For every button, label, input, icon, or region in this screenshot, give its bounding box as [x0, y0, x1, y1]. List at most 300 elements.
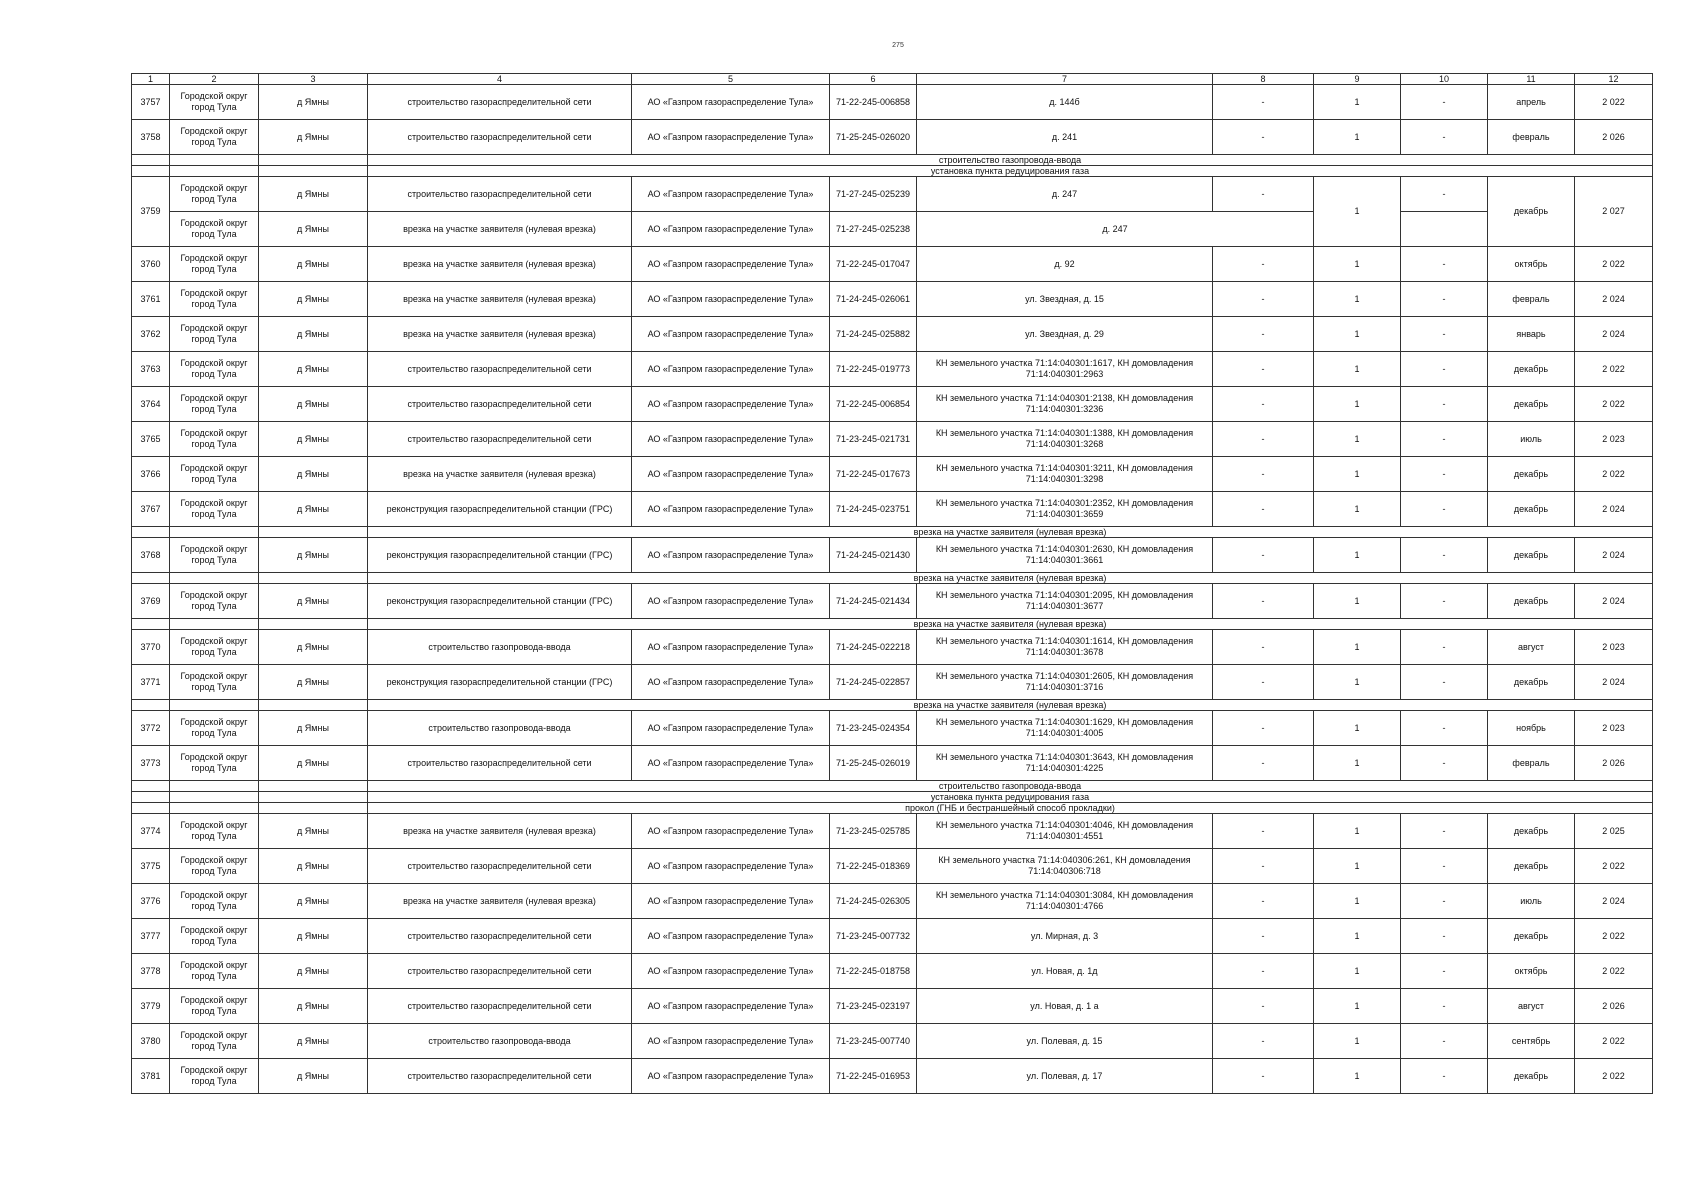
organization-cell: АО «Газпром газораспределение Тула»: [632, 352, 830, 387]
organization-cell: АО «Газпром газораспределение Тула»: [632, 1024, 830, 1059]
code-cell: 71-24-245-023751: [830, 492, 917, 527]
column-9-cell: 1: [1314, 630, 1401, 665]
district-cell: Городской округ город Тула: [170, 1024, 259, 1059]
organization-cell: АО «Газпром газораспределение Тула»: [632, 1059, 830, 1094]
work-type-cell: реконструкция газораспределительной станции (ГРС): [368, 492, 632, 527]
district-cell: Городской округ город Тула: [170, 665, 259, 700]
sub-work-text: врезка на участке заявителя (нулевая врезка): [368, 527, 1653, 538]
column-10-cell: -: [1401, 247, 1488, 282]
year-cell: 2 025: [1575, 814, 1653, 849]
row-number-cell: 3758: [132, 120, 170, 155]
month-cell: сентябрь: [1488, 1024, 1575, 1059]
row-number-cell: 3762: [132, 317, 170, 352]
table-row: [132, 492, 1653, 527]
column-10-cell: -: [1401, 422, 1488, 457]
organization-cell: АО «Газпром газораспределение Тула»: [632, 120, 830, 155]
empty-cell: [170, 166, 259, 177]
year-cell: 2 024: [1575, 665, 1653, 700]
object-cell: КН земельного участка 71:14:040301:1614, КН домовладения 71:14:040301:3678: [917, 630, 1213, 665]
organization-cell: АО «Газпром газораспределение Тула»: [632, 422, 830, 457]
organization-cell: АО «Газпром газораспределение Тула»: [632, 457, 830, 492]
work-type-cell: врезка на участке заявителя (нулевая врезка): [368, 282, 632, 317]
object-cell: КН земельного участка 71:14:040301:1388, КН домовладения 71:14:040301:3268: [917, 422, 1213, 457]
locality-cell: д Ямны: [259, 85, 368, 120]
column-9-cell: 1: [1314, 177, 1401, 247]
object-cell: д. 92: [917, 247, 1213, 282]
column-8-cell: -: [1213, 814, 1314, 849]
column-8-cell: -: [1213, 352, 1314, 387]
year-cell: 2 026: [1575, 746, 1653, 781]
table-row: [132, 711, 1653, 746]
column-9-cell: 1: [1314, 1024, 1401, 1059]
code-cell: 71-23-245-007740: [830, 1024, 917, 1059]
year-cell: 2 022: [1575, 352, 1653, 387]
work-type-cell: врезка на участке заявителя (нулевая врезка): [368, 814, 632, 849]
column-header: 12: [1575, 74, 1653, 85]
row-number-cell: 3760: [132, 247, 170, 282]
page-number: 275: [892, 42, 904, 49]
district-cell: Городской округ город Тула: [170, 422, 259, 457]
table-row: [132, 387, 1653, 422]
district-cell: Городской округ город Тула: [170, 711, 259, 746]
district-cell: Городской округ город Тула: [170, 954, 259, 989]
work-type-cell: врезка на участке заявителя (нулевая врезка): [368, 457, 632, 492]
work-type-cell: реконструкция газораспределительной станции (ГРС): [368, 584, 632, 619]
year-cell: 2 024: [1575, 884, 1653, 919]
organization-cell: АО «Газпром газораспределение Тула»: [632, 630, 830, 665]
district-cell: Городской округ город Тула: [170, 746, 259, 781]
row-number-cell: 3774: [132, 814, 170, 849]
organization-cell: АО «Газпром газораспределение Тула»: [632, 711, 830, 746]
column-9-cell: 1: [1314, 457, 1401, 492]
column-8-cell: -: [1213, 492, 1314, 527]
object-cell: КН земельного участка 71:14:040301:4046, КН домовладения 71:14:040301:4551: [917, 814, 1213, 849]
table-row: [132, 630, 1653, 665]
month-cell: июль: [1488, 422, 1575, 457]
month-cell: февраль: [1488, 120, 1575, 155]
empty-cell: [259, 781, 368, 792]
locality-cell: д Ямны: [259, 212, 368, 247]
column-10-cell: -: [1401, 954, 1488, 989]
object-cell: ул. Звездная, д. 29: [917, 317, 1213, 352]
year-cell: 2 022: [1575, 387, 1653, 422]
month-cell: декабрь: [1488, 665, 1575, 700]
column-10-cell: -: [1401, 492, 1488, 527]
table-row: [132, 665, 1653, 700]
code-cell: 71-24-245-025882: [830, 317, 917, 352]
column-9-cell: 1: [1314, 746, 1401, 781]
organization-cell: АО «Газпром газораспределение Тула»: [632, 85, 830, 120]
work-type-cell: строительство газораспределительной сети: [368, 746, 632, 781]
district-cell: Городской округ город Тула: [170, 317, 259, 352]
district-cell: Городской округ город Тула: [170, 120, 259, 155]
year-cell: 2 026: [1575, 120, 1653, 155]
year-cell: 2 022: [1575, 1059, 1653, 1094]
organization-cell: АО «Газпром газораспределение Тула»: [632, 247, 830, 282]
code-cell: 71-23-245-021731: [830, 422, 917, 457]
column-10-cell: -: [1401, 630, 1488, 665]
column-8-cell: -: [1213, 711, 1314, 746]
work-type-cell: строительство газораспределительной сети: [368, 177, 632, 212]
row-number-cell: 3769: [132, 584, 170, 619]
empty-cell: [259, 573, 368, 584]
district-cell: Городской округ город Тула: [170, 282, 259, 317]
organization-cell: АО «Газпром газораспределение Тула»: [632, 177, 830, 212]
row-number-cell: 3773: [132, 746, 170, 781]
row-number-cell: 3764: [132, 387, 170, 422]
column-8-cell: -: [1213, 120, 1314, 155]
code-cell: 71-24-245-021430: [830, 538, 917, 573]
column-8-cell: -: [1213, 177, 1314, 212]
district-cell: Городской округ город Тула: [170, 538, 259, 573]
sub-work-row: [132, 573, 1653, 584]
locality-cell: д Ямны: [259, 538, 368, 573]
year-cell: 2 022: [1575, 919, 1653, 954]
empty-cell: [259, 803, 368, 814]
work-type-cell: строительство газораспределительной сети: [368, 849, 632, 884]
row-number-cell: 3771: [132, 665, 170, 700]
table-row: [132, 1024, 1653, 1059]
year-cell: 2 024: [1575, 538, 1653, 573]
year-cell: 2 024: [1575, 282, 1653, 317]
object-cell: ул. Новая, д. 1д: [917, 954, 1213, 989]
work-type-cell: строительство газопровода-ввода: [368, 1024, 632, 1059]
column-8-cell: -: [1213, 919, 1314, 954]
object-cell: д. 247: [917, 212, 1314, 247]
organization-cell: АО «Газпром газораспределение Тула»: [632, 317, 830, 352]
column-8-cell: -: [1213, 1024, 1314, 1059]
column-9-cell: 1: [1314, 85, 1401, 120]
column-10-cell: -: [1401, 120, 1488, 155]
object-cell: КН земельного участка 71:14:040301:2605, КН домовладения 71:14:040301:3716: [917, 665, 1213, 700]
column-header: 8: [1213, 74, 1314, 85]
locality-cell: д Ямны: [259, 884, 368, 919]
organization-cell: АО «Газпром газораспределение Тула»: [632, 919, 830, 954]
column-9-cell: 1: [1314, 422, 1401, 457]
code-cell: 71-24-245-022857: [830, 665, 917, 700]
table-row: [132, 282, 1653, 317]
column-10-cell: -: [1401, 317, 1488, 352]
year-cell: 2 023: [1575, 422, 1653, 457]
column-8-cell: -: [1213, 282, 1314, 317]
sub-work-text: врезка на участке заявителя (нулевая врезка): [368, 619, 1653, 630]
empty-cell: [170, 573, 259, 584]
row-number-cell: 3770: [132, 630, 170, 665]
locality-cell: д Ямны: [259, 989, 368, 1024]
object-cell: КН земельного участка 71:14:040301:2630, КН домовладения 71:14:040301:3661: [917, 538, 1213, 573]
table-row: [132, 538, 1653, 573]
locality-cell: д Ямны: [259, 814, 368, 849]
locality-cell: д Ямны: [259, 422, 368, 457]
column-header: 7: [917, 74, 1213, 85]
month-cell: февраль: [1488, 746, 1575, 781]
month-cell: декабрь: [1488, 849, 1575, 884]
object-cell: д. 144б: [917, 85, 1213, 120]
column-10-cell: -: [1401, 387, 1488, 422]
locality-cell: д Ямны: [259, 492, 368, 527]
month-cell: декабрь: [1488, 457, 1575, 492]
empty-cell: [132, 792, 170, 803]
column-9-cell: 1: [1314, 954, 1401, 989]
year-cell: 2 022: [1575, 85, 1653, 120]
object-cell: ул. Полевая, д. 15: [917, 1024, 1213, 1059]
table-row: [132, 247, 1653, 282]
empty-cell: [170, 155, 259, 166]
year-cell: 2 022: [1575, 457, 1653, 492]
year-cell: 2 027: [1575, 177, 1653, 247]
code-cell: 71-27-245-025238: [830, 212, 917, 247]
organization-cell: АО «Газпром газораспределение Тула»: [632, 584, 830, 619]
column-10-cell: -: [1401, 1059, 1488, 1094]
work-type-cell: строительство газораспределительной сети: [368, 422, 632, 457]
empty-cell: [170, 619, 259, 630]
month-cell: декабрь: [1488, 814, 1575, 849]
column-10-cell: -: [1401, 849, 1488, 884]
column-8-cell: -: [1213, 989, 1314, 1024]
empty-cell: [132, 527, 170, 538]
sub-work-row: [132, 527, 1653, 538]
organization-cell: АО «Газпром газораспределение Тула»: [632, 989, 830, 1024]
code-cell: 71-22-245-017673: [830, 457, 917, 492]
organization-cell: АО «Газпром газораспределение Тула»: [632, 492, 830, 527]
work-type-cell: строительство газораспределительной сети: [368, 919, 632, 954]
month-cell: июль: [1488, 884, 1575, 919]
district-cell: Городской округ город Тула: [170, 849, 259, 884]
table-row: [132, 919, 1653, 954]
column-9-cell: 1: [1314, 538, 1401, 573]
code-cell: 71-24-245-026061: [830, 282, 917, 317]
empty-cell: [132, 573, 170, 584]
year-cell: 2 023: [1575, 711, 1653, 746]
column-8-cell: -: [1213, 247, 1314, 282]
column-9-cell: 1: [1314, 919, 1401, 954]
district-cell: Городской округ город Тула: [170, 630, 259, 665]
column-10-cell: -: [1401, 177, 1488, 212]
table-row: [132, 212, 1653, 247]
year-cell: 2 026: [1575, 989, 1653, 1024]
column-8-cell: -: [1213, 884, 1314, 919]
work-type-cell: строительство газораспределительной сети: [368, 387, 632, 422]
work-type-cell: строительство газораспределительной сети: [368, 120, 632, 155]
column-10-cell: -: [1401, 711, 1488, 746]
organization-cell: АО «Газпром газораспределение Тула»: [632, 282, 830, 317]
empty-cell: [259, 619, 368, 630]
district-cell: Городской округ город Тула: [170, 492, 259, 527]
table-row: [132, 457, 1653, 492]
row-number-cell: 3766: [132, 457, 170, 492]
empty-cell: [132, 700, 170, 711]
table-row: [132, 884, 1653, 919]
row-number-cell: 3775: [132, 849, 170, 884]
code-cell: 71-23-245-023197: [830, 989, 917, 1024]
object-cell: КН земельного участка 71:14:040301:2138, КН домовладения 71:14:040301:3236: [917, 387, 1213, 422]
year-cell: 2 024: [1575, 317, 1653, 352]
table-row: [132, 317, 1653, 352]
column-10-cell: -: [1401, 665, 1488, 700]
month-cell: декабрь: [1488, 387, 1575, 422]
column-8-cell: -: [1213, 584, 1314, 619]
locality-cell: д Ямны: [259, 919, 368, 954]
column-header: 11: [1488, 74, 1575, 85]
table-row: [132, 120, 1653, 155]
sub-work-row: [132, 619, 1653, 630]
empty-cell: [170, 803, 259, 814]
month-cell: октябрь: [1488, 247, 1575, 282]
empty-cell: [259, 792, 368, 803]
organization-cell: АО «Газпром газораспределение Тула»: [632, 387, 830, 422]
column-9-cell: 1: [1314, 317, 1401, 352]
work-type-cell: врезка на участке заявителя (нулевая врезка): [368, 212, 632, 247]
object-cell: КН земельного участка 71:14:040301:1617, КН домовладения 71:14:040301:2963: [917, 352, 1213, 387]
sub-work-row: [132, 166, 1653, 177]
column-9-cell: 1: [1314, 665, 1401, 700]
table-row: [132, 814, 1653, 849]
empty-cell: [170, 527, 259, 538]
sub-work-row: [132, 803, 1653, 814]
month-cell: октябрь: [1488, 954, 1575, 989]
column-10-cell: -: [1401, 457, 1488, 492]
column-10-cell: -: [1401, 584, 1488, 619]
work-type-cell: строительство газораспределительной сети: [368, 1059, 632, 1094]
table-row: [132, 584, 1653, 619]
organization-cell: АО «Газпром газораспределение Тула»: [632, 746, 830, 781]
sub-work-text: строительство газопровода-ввода: [368, 155, 1653, 166]
column-header-row: [132, 74, 1653, 85]
district-cell: Городской округ город Тула: [170, 352, 259, 387]
column-header: 10: [1401, 74, 1488, 85]
table-row: [132, 989, 1653, 1024]
empty-cell: [1401, 212, 1488, 247]
year-cell: 2 022: [1575, 247, 1653, 282]
row-number-cell: 3757: [132, 85, 170, 120]
column-header: 3: [259, 74, 368, 85]
locality-cell: д Ямны: [259, 1059, 368, 1094]
month-cell: август: [1488, 989, 1575, 1024]
work-type-cell: строительство газопровода-ввода: [368, 711, 632, 746]
row-number-cell: 3780: [132, 1024, 170, 1059]
column-10-cell: -: [1401, 989, 1488, 1024]
row-number-cell: 3761: [132, 282, 170, 317]
empty-cell: [132, 166, 170, 177]
column-header: 9: [1314, 74, 1401, 85]
empty-cell: [170, 700, 259, 711]
work-type-cell: реконструкция газораспределительной станции (ГРС): [368, 538, 632, 573]
row-number-cell: 3765: [132, 422, 170, 457]
column-header: 5: [632, 74, 830, 85]
object-cell: КН земельного участка 71:14:040301:3211, КН домовладения 71:14:040301:3298: [917, 457, 1213, 492]
column-9-cell: 1: [1314, 352, 1401, 387]
organization-cell: АО «Газпром газораспределение Тула»: [632, 212, 830, 247]
code-cell: 71-25-245-026019: [830, 746, 917, 781]
sub-work-row: [132, 700, 1653, 711]
sub-work-row: [132, 155, 1653, 166]
column-8-cell: -: [1213, 746, 1314, 781]
month-cell: декабрь: [1488, 1059, 1575, 1094]
organization-cell: АО «Газпром газораспределение Тула»: [632, 954, 830, 989]
work-type-cell: строительство газораспределительной сети: [368, 352, 632, 387]
row-number-cell: 3779: [132, 989, 170, 1024]
code-cell: 71-24-245-021434: [830, 584, 917, 619]
column-8-cell: -: [1213, 85, 1314, 120]
code-cell: 71-22-245-019773: [830, 352, 917, 387]
code-cell: 71-24-245-026305: [830, 884, 917, 919]
table-row: [132, 85, 1653, 120]
object-cell: КН земельного участка 71:14:040301:2352, КН домовладения 71:14:040301:3659: [917, 492, 1213, 527]
column-9-cell: 1: [1314, 282, 1401, 317]
month-cell: ноябрь: [1488, 711, 1575, 746]
district-cell: Городской округ город Тула: [170, 884, 259, 919]
empty-cell: [259, 700, 368, 711]
row-number-cell: 3777: [132, 919, 170, 954]
locality-cell: д Ямны: [259, 282, 368, 317]
column-9-cell: 1: [1314, 247, 1401, 282]
column-8-cell: -: [1213, 422, 1314, 457]
work-type-cell: врезка на участке заявителя (нулевая врезка): [368, 247, 632, 282]
month-cell: апрель: [1488, 85, 1575, 120]
register-table: [131, 73, 1653, 1094]
column-9-cell: 1: [1314, 884, 1401, 919]
year-cell: 2 024: [1575, 584, 1653, 619]
locality-cell: д Ямны: [259, 387, 368, 422]
table-row: [132, 954, 1653, 989]
column-10-cell: -: [1401, 884, 1488, 919]
column-8-cell: -: [1213, 849, 1314, 884]
code-cell: 71-25-245-026020: [830, 120, 917, 155]
row-number-cell: 3763: [132, 352, 170, 387]
column-header: 2: [170, 74, 259, 85]
year-cell: 2 022: [1575, 954, 1653, 989]
code-cell: 71-23-245-025785: [830, 814, 917, 849]
month-cell: декабрь: [1488, 919, 1575, 954]
organization-cell: АО «Газпром газораспределение Тула»: [632, 814, 830, 849]
column-10-cell: -: [1401, 538, 1488, 573]
code-cell: 71-22-245-016953: [830, 1059, 917, 1094]
locality-cell: д Ямны: [259, 120, 368, 155]
empty-cell: [132, 781, 170, 792]
work-type-cell: реконструкция газораспределительной станции (ГРС): [368, 665, 632, 700]
year-cell: 2 022: [1575, 1024, 1653, 1059]
object-cell: д. 241: [917, 120, 1213, 155]
row-number-cell: 3776: [132, 884, 170, 919]
table-row: [132, 177, 1653, 212]
column-header: 1: [132, 74, 170, 85]
column-10-cell: -: [1401, 85, 1488, 120]
locality-cell: д Ямны: [259, 711, 368, 746]
column-9-cell: 1: [1314, 120, 1401, 155]
empty-cell: [132, 803, 170, 814]
column-9-cell: 1: [1314, 387, 1401, 422]
column-10-cell: -: [1401, 282, 1488, 317]
locality-cell: д Ямны: [259, 1024, 368, 1059]
district-cell: Городской округ город Тула: [170, 989, 259, 1024]
code-cell: 71-27-245-025239: [830, 177, 917, 212]
empty-cell: [259, 527, 368, 538]
column-10-cell: -: [1401, 746, 1488, 781]
sub-work-text: строительство газопровода-ввода: [368, 781, 1653, 792]
row-number-cell: 3767: [132, 492, 170, 527]
locality-cell: д Ямны: [259, 665, 368, 700]
column-8-cell: -: [1213, 954, 1314, 989]
district-cell: Городской округ город Тула: [170, 584, 259, 619]
table-row: [132, 1059, 1653, 1094]
work-type-cell: строительство газопровода-ввода: [368, 630, 632, 665]
object-cell: ул. Мирная, д. 3: [917, 919, 1213, 954]
month-cell: декабрь: [1488, 584, 1575, 619]
column-10-cell: -: [1401, 352, 1488, 387]
year-cell: 2 022: [1575, 849, 1653, 884]
locality-cell: д Ямны: [259, 177, 368, 212]
column-header: 4: [368, 74, 632, 85]
